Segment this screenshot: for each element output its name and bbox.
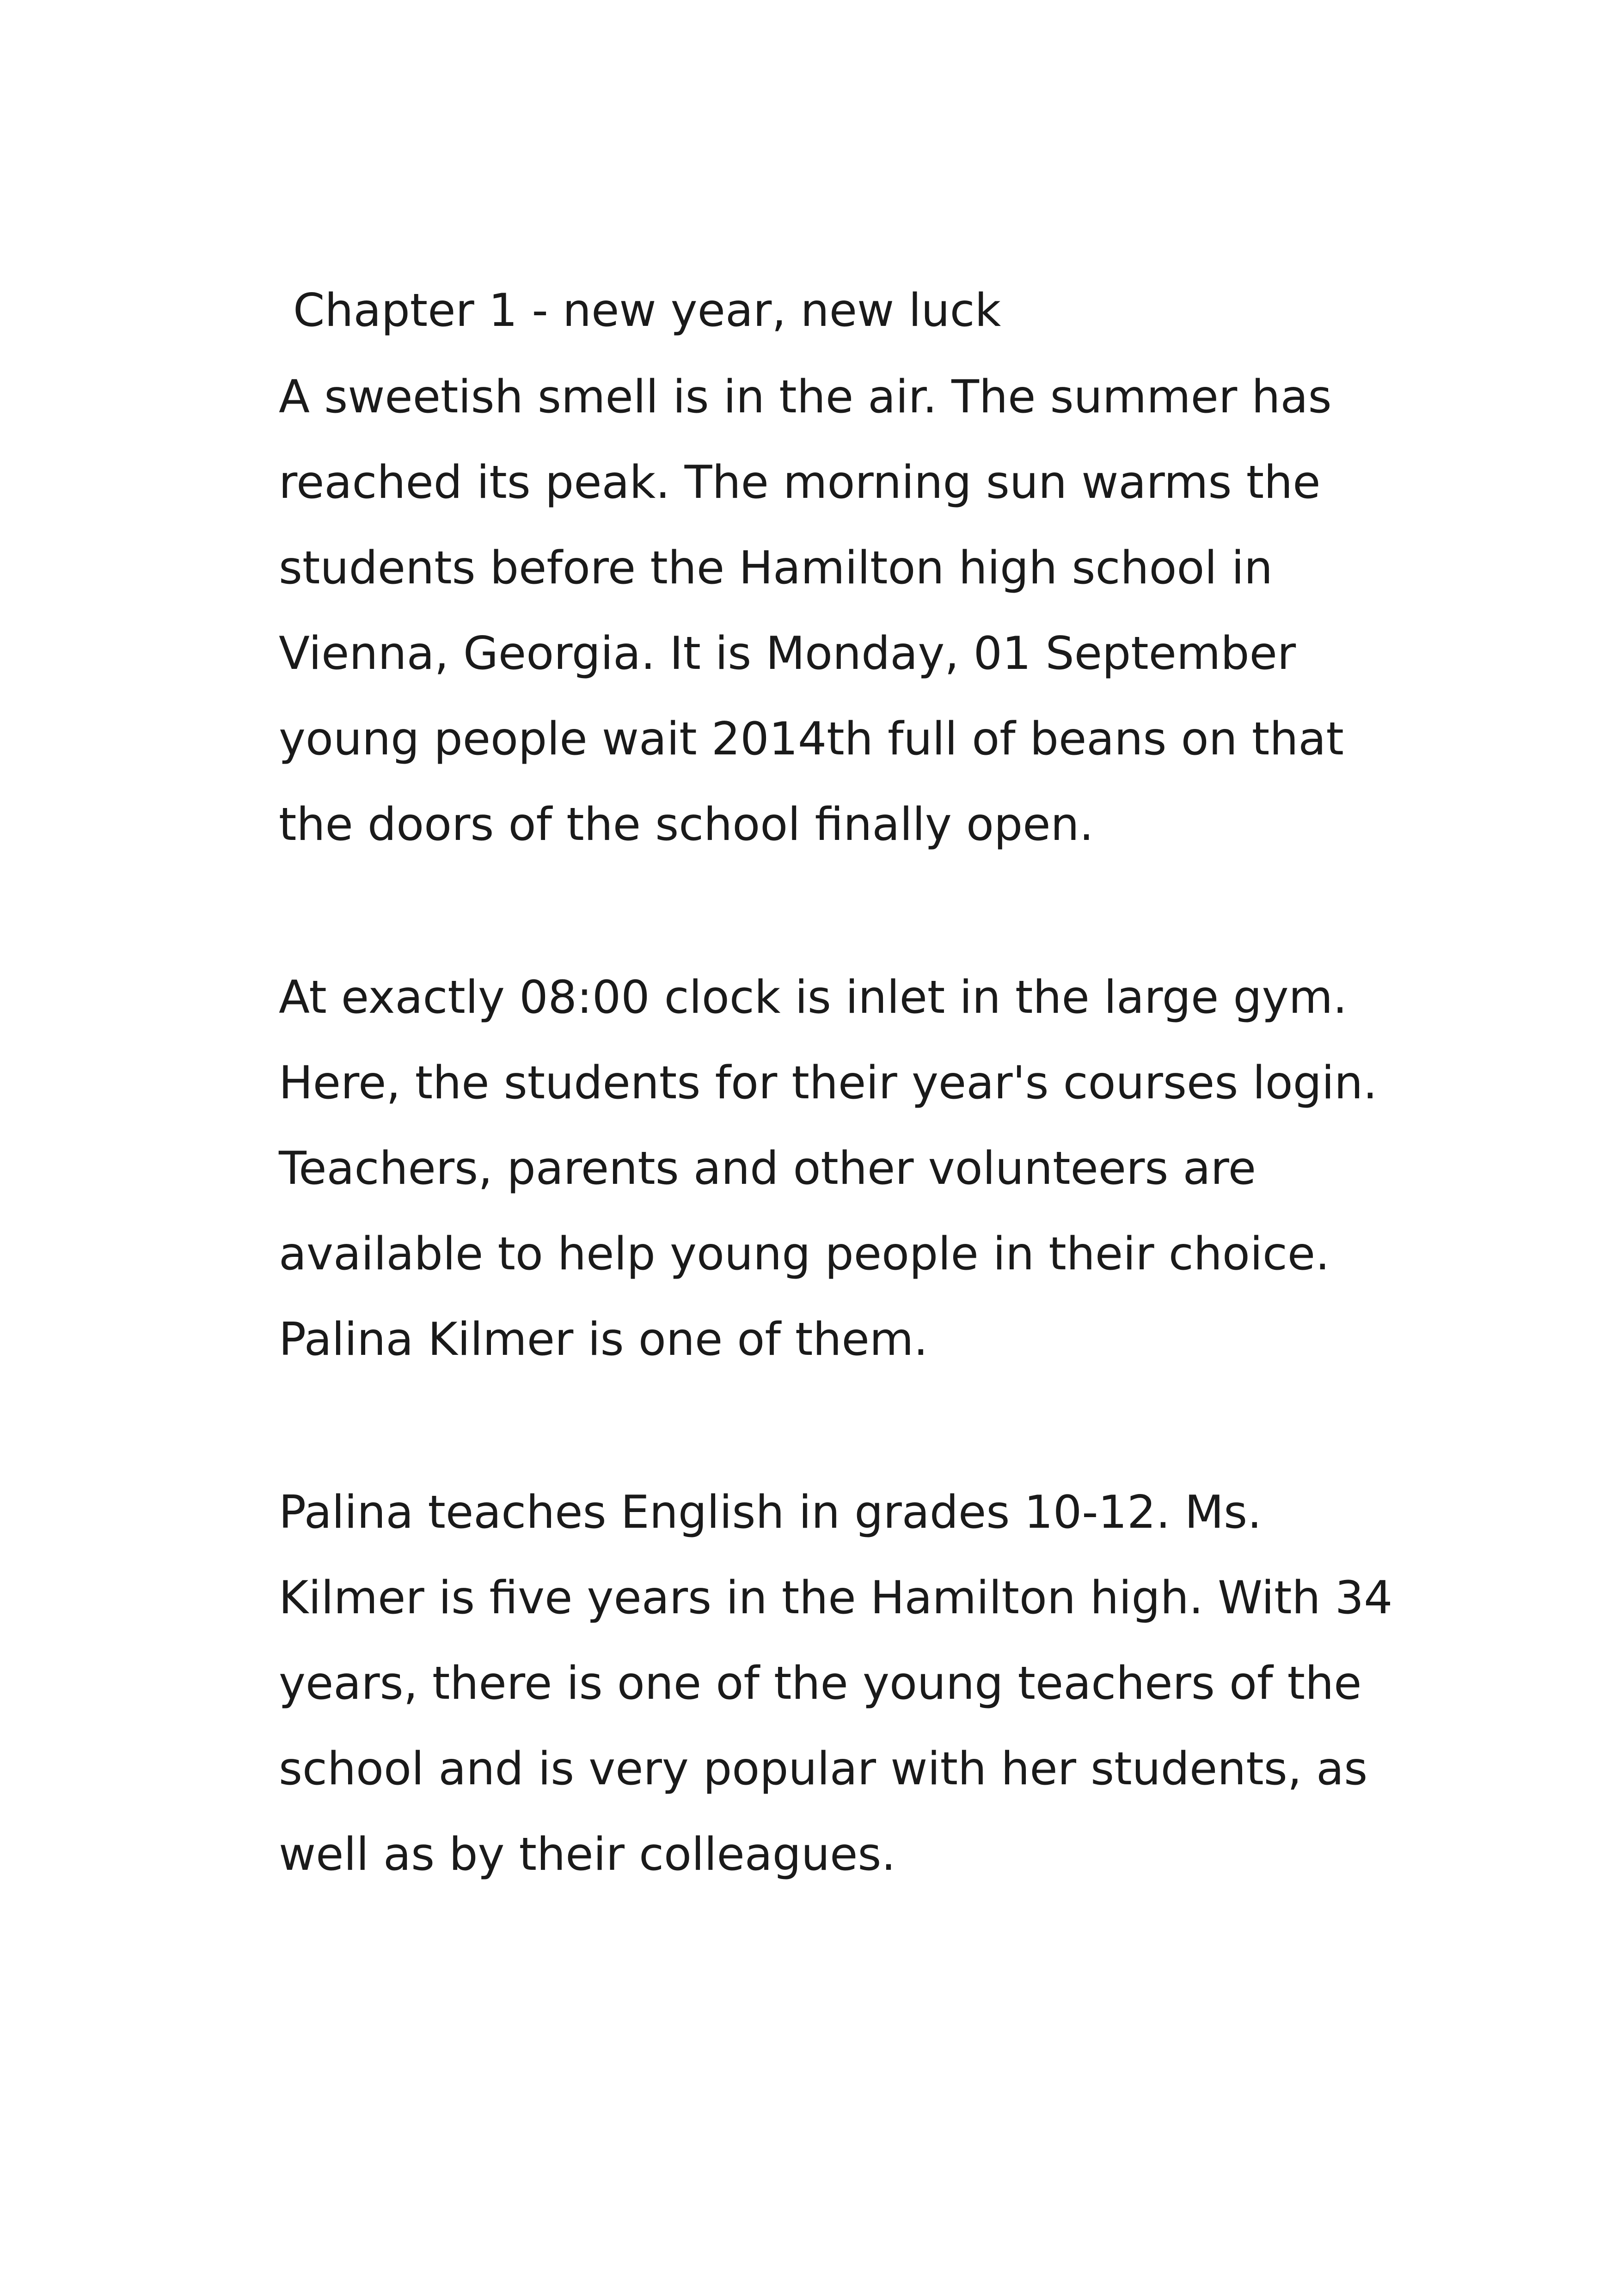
paragraph-line: students before the Hamilton high school in	[279, 542, 1273, 594]
paragraph-line: reached its peak. The morning sun warms the	[279, 456, 1321, 509]
paragraph-line: At exactly 08:00 clock is inlet in the large gym.	[279, 971, 1348, 1024]
paragraph-2	[279, 955, 1377, 1383]
paragraph-line: years, there is one of the young teachers of the	[279, 1657, 1362, 1710]
paragraph-line: available to help young people in their choice.	[279, 1228, 1330, 1280]
paragraph-3	[279, 1470, 1392, 1898]
paragraph-line: school and is very popular with her students, as	[279, 1743, 1368, 1795]
paragraph-line: Palina Kilmer is one of them.	[279, 1313, 928, 1366]
paragraph-line: A sweetish smell is in the air. The summer has	[279, 371, 1332, 423]
paragraph-line: Teachers, parents and other volunteers are	[279, 1142, 1256, 1195]
paragraph-line: young people wait 2014th full of beans on that	[279, 713, 1344, 765]
paragraph-line: Kilmer is five years in the Hamilton high. With 34	[279, 1572, 1393, 1624]
paragraph-line: Vienna, Georgia. It is Monday, 01 September	[279, 627, 1296, 680]
paragraph-1	[279, 355, 1344, 868]
chapter-title: Chapter 1 - new year, new luck	[293, 284, 1001, 337]
paragraph-line: Here, the students for their year's courses login.	[279, 1057, 1378, 1109]
paragraph-line: Palina teaches English in grades 10-12. Ms.	[279, 1486, 1262, 1539]
paragraph-line: the doors of the school finally open.	[279, 798, 1094, 851]
paragraph-line: well as by their colleagues.	[279, 1828, 896, 1881]
